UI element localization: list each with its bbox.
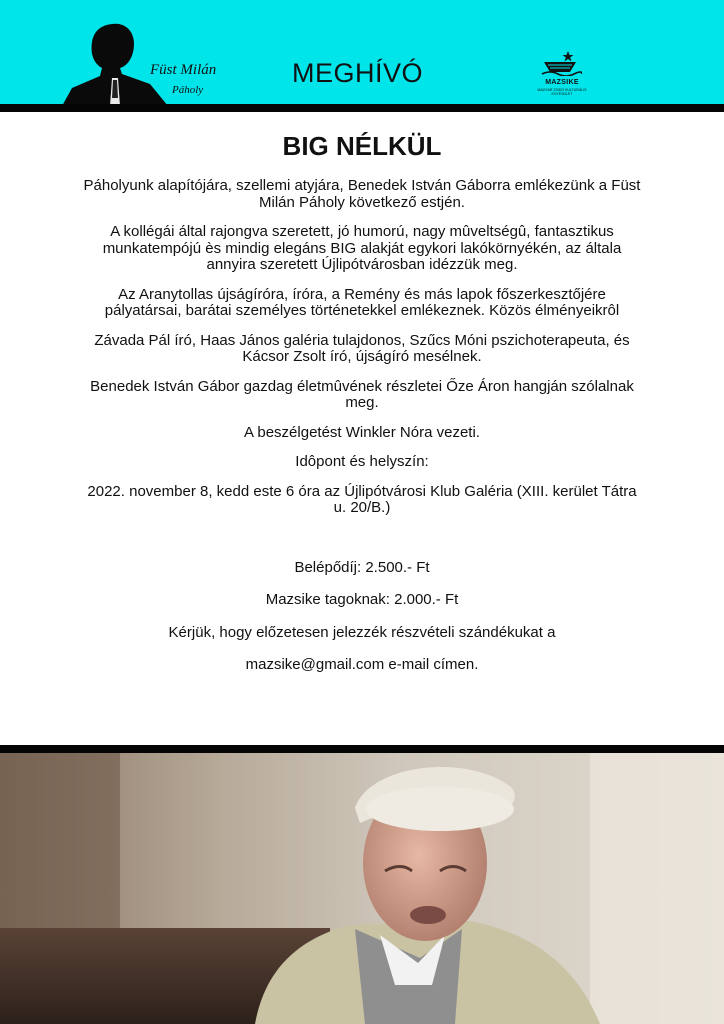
paragraph-colleagues: A kollégái által rajongva szeretett, jó humorú, nagy mûveltségû, fantasztikus munkatempójú ès mindig elegáns BIG alakját egykori lakókörnyékén, az általa annyira szeretett Újlipótvárosban idézzük meg. <box>102 223 622 273</box>
page-title: MEGHÍVÓ <box>292 58 424 88</box>
logo-name: Füst Milán <box>150 62 217 78</box>
spacer <box>80 530 644 560</box>
paragraph-intro: Páholyunk alapítójára, szellemi atyjára, Benedek István Gáborra emlékezünk a Füst Milán Páholy következő estjén. <box>83 177 641 211</box>
portrait-photo <box>0 753 724 1024</box>
header-divider <box>0 104 724 112</box>
logo-subtitle: Páholy <box>172 84 204 96</box>
rsvp-request: Kérjük, hogy előzetesen jelezzék részvételi szándékukat a <box>168 623 556 641</box>
header-banner <box>0 0 724 104</box>
photo-divider <box>0 745 724 753</box>
entry-fee: Belépődíj: 2.500.- Ft <box>294 558 430 576</box>
paragraph-host: A beszélgetést Winkler Nóra vezeti. <box>244 423 480 441</box>
org-name: MAZSIKE <box>545 79 579 86</box>
paragraph-speakers: Závada Pál író, Haas János galéria tulajdonos, Szűcs Móni pszichoterapeuta, és Kácsor Zsolt író, újságíró mesélnek. <box>94 331 630 365</box>
event-title: BIG NÉLKÜL <box>282 131 442 161</box>
paragraph-works: Benedek István Gábor gazdag életmûvének részletei Őze Áron hangján szólalnak meg. <box>90 377 634 411</box>
time-place-heading: Idôpont és helyszín: <box>295 453 429 470</box>
invitation-body <box>80 130 644 687</box>
boat-star-logo-icon <box>538 50 582 76</box>
time-place-details: 2022. november 8, kedd este 6 óra az Újlipótvárosi Klub Galéria (XIII. kerület Tátra u. 20/B.) <box>87 482 637 516</box>
org-subtitle: MAGYAR ZSIDÓ KULTURÁLIS EGYESÜLET <box>537 88 587 96</box>
paragraph-memories: Az Aranytollas újságíróra, íróra, a Remény és más lapok főszerkesztőjére pályatársai, barátai személyes történetekkel emlékeznek. Közös élményeikrôl <box>104 285 620 319</box>
member-fee: Mazsike tagoknak: 2.000.- Ft <box>265 591 459 608</box>
contact-email[interactable]: mazsike@gmail.com e-mail címen. <box>245 656 479 673</box>
